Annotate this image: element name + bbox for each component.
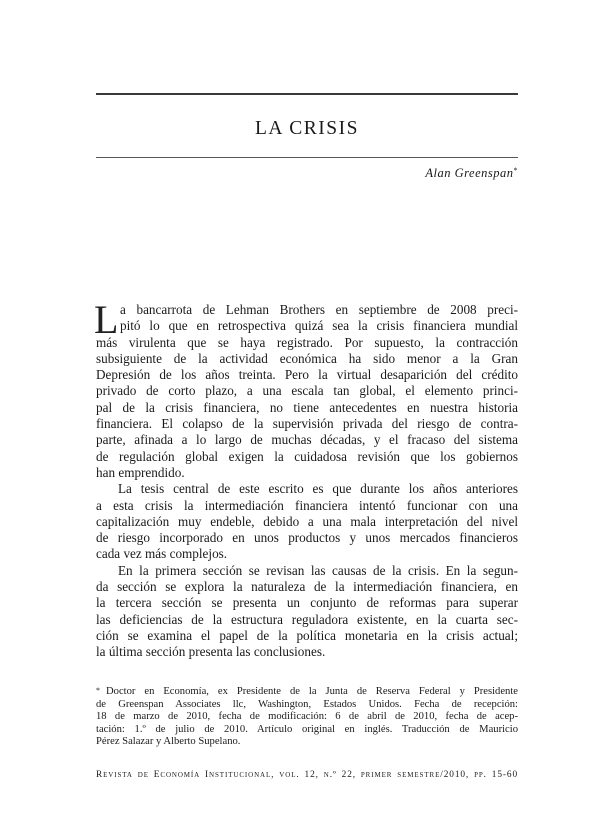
footnote bbox=[96, 686, 518, 749]
body-line: Depresión de los años treinta. Pero la virtual desaparición del crédito bbox=[96, 367, 518, 383]
body-line: En la primera sección se revisan las causas de la crisis. En la segun- bbox=[118, 562, 518, 578]
body-line: más virulenta que se haya registrado. Por supuesto, la contracción bbox=[96, 334, 518, 350]
footnote-line: Doctor en Economía, ex Presidente de la Junta de Reserva Federal y Presidente bbox=[106, 686, 518, 697]
body-line: financiera. El colapso de la supervisión privada del riesgo de contra- bbox=[96, 416, 518, 432]
body-line: pitó lo que en retrospectiva quizá sea la crisis financiera mundial bbox=[120, 318, 518, 334]
body-line: ción se examina el papel de la política monetaria en la crisis actual; bbox=[96, 627, 518, 643]
body-line: privado de corto plazo, a una escala tan global, el elemento princi- bbox=[96, 383, 518, 399]
body-line: la tercera sección se presenta un conjunto de reformas para superar bbox=[96, 595, 518, 611]
body-line: a esta crisis la intermediación financiera intentó funcionar con una bbox=[96, 497, 518, 513]
article-title: LA CRISIS bbox=[255, 118, 359, 139]
body-line: subsiguiente de la actividad económica ha sido menor a la Gran bbox=[96, 350, 518, 366]
body-line: a bancarrota de Lehman Brothers en septiembre de 2008 preci- bbox=[120, 302, 518, 317]
body-line: de riesgo incorporado en unos productos y unos mercados financieros bbox=[96, 530, 518, 546]
top-rule bbox=[96, 93, 518, 95]
footnote-line: 18 de marzo de 2010, fecha de modificación: 6 de abril de 2010, fecha de acep- bbox=[96, 711, 518, 723]
body-line: La tesis central de este escrito es que durante los años anteriores bbox=[118, 481, 518, 497]
body-line: han emprendido. bbox=[96, 464, 185, 480]
footnote-line: Pérez Salazar y Alberto Supelano. bbox=[96, 736, 241, 748]
author-footnote-mark: * bbox=[513, 166, 518, 175]
footnote-line: de Greenspan Associates llc, Washington, Estados Unidos. Fecha de recepción: bbox=[96, 698, 518, 710]
drop-cap: L bbox=[94, 297, 119, 342]
journal-footer: Revista de Economía Institucional, vol. 12, n.º 22, primer semestre/2010, pp. 15-60 bbox=[96, 770, 518, 780]
body-line: de regulación global exigen la cuidadosa revisión que los gobiernos bbox=[96, 448, 518, 464]
author-text: Alan Greenspan bbox=[425, 166, 514, 180]
body-line: la última sección presenta las conclusiones. bbox=[96, 644, 326, 660]
body-line: da sección se explora la naturaleza de la intermediación financiera, en bbox=[96, 579, 518, 595]
article-body bbox=[94, 297, 518, 661]
author-name bbox=[96, 166, 518, 181]
body-line: cada vez más complejos. bbox=[96, 546, 228, 562]
body-line: las deficiencias de la estructura reguladora existente, en la cuarta sec- bbox=[96, 611, 518, 627]
body-line: pal de la crisis financiera, no tiene antecedentes en nuestra historia bbox=[96, 399, 518, 415]
body-line: capitalización muy endeble, debido a una mala interpretación del nivel bbox=[96, 513, 518, 529]
title-rule bbox=[96, 157, 518, 158]
body-line: parte, afinada a lo largo de muchas décadas, y el fracaso del sistema bbox=[96, 432, 518, 448]
footnote-mark: * bbox=[96, 686, 100, 695]
footnote-line: tación: 1.º de julio de 2010. Artículo original en inglés. Traducción de Mauricio bbox=[96, 723, 518, 735]
